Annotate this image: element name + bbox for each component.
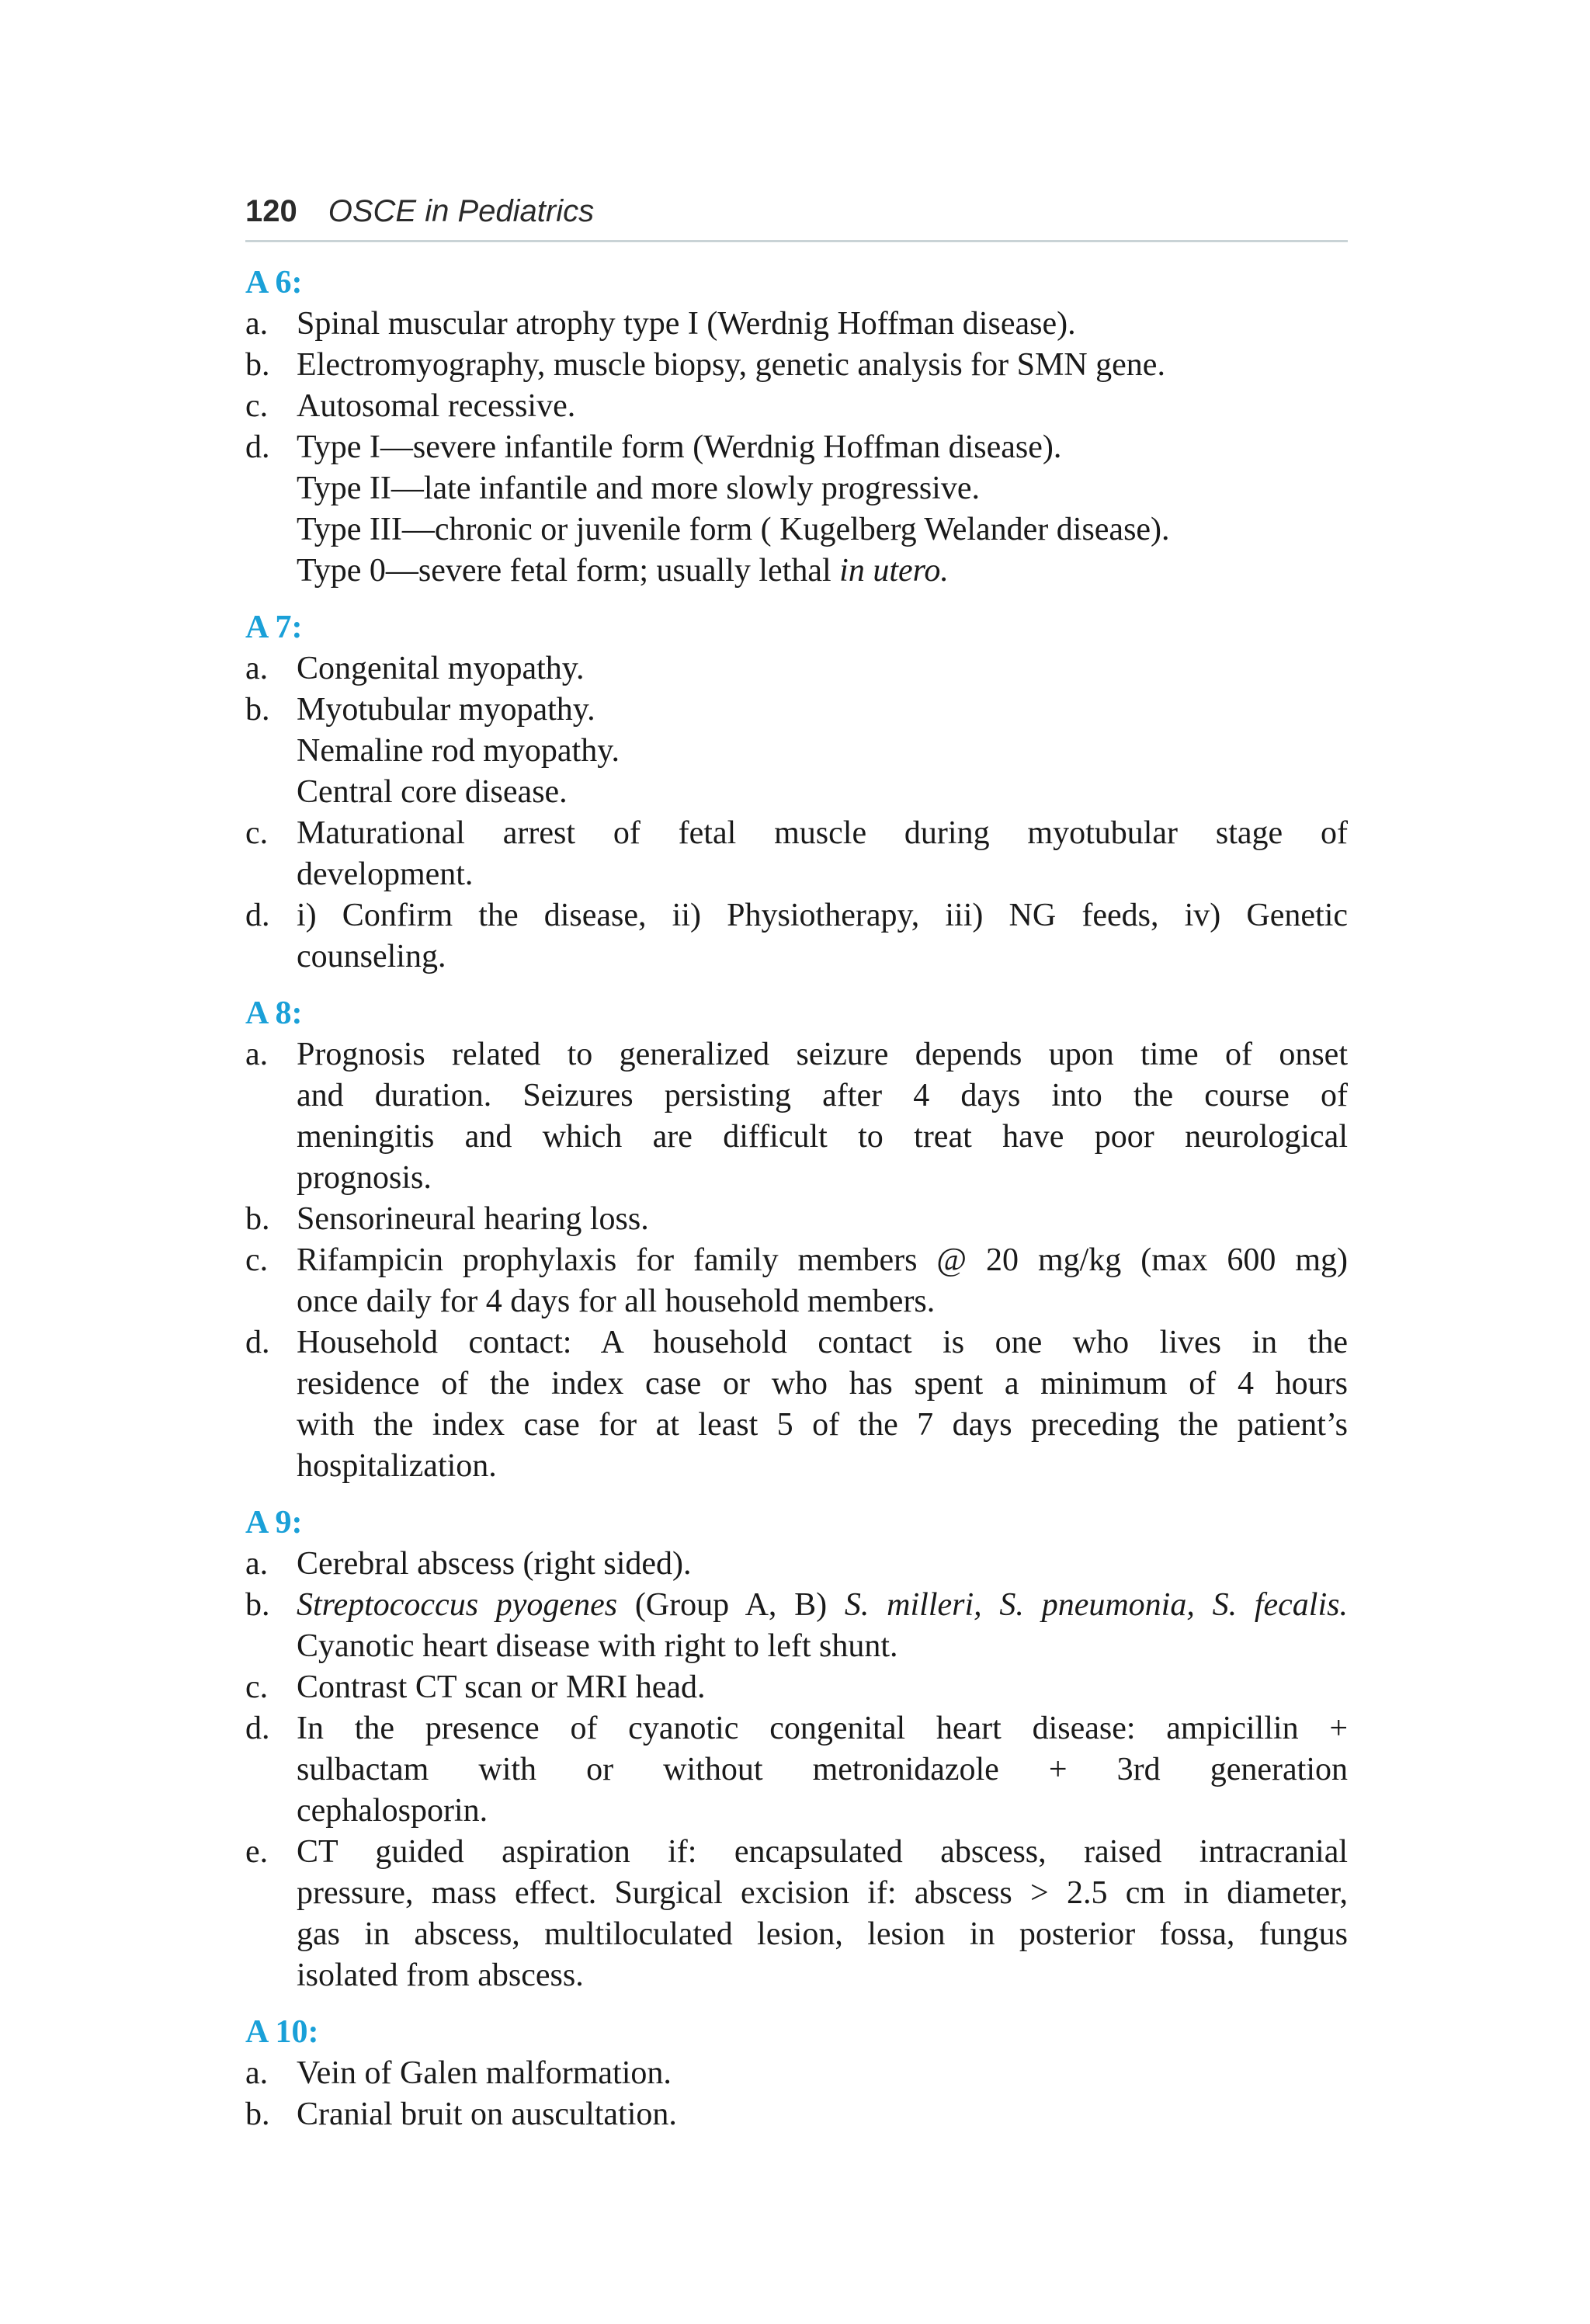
item-text-italic: in utero.	[839, 553, 949, 589]
book-title: OSCE in Pediatrics	[328, 194, 595, 228]
item-text: Spinal muscular atrophy type I (Werdnig Hoffman disease).	[297, 306, 1076, 342]
answer-item	[245, 2094, 1348, 2135]
item-text: Cyanotic heart disease with right to left shunt.	[297, 1628, 898, 1664]
item-text: Rifampicin prophylaxis for family members @ 20 mg/kg (max 600 mg)	[297, 1242, 1348, 1278]
answers-list	[245, 262, 1348, 2135]
answer-item	[245, 427, 1348, 592]
item-text: Type III—chronic or juvenile form ( Kugelberg Welander disease).	[297, 512, 1170, 547]
item-letter: d.	[245, 429, 270, 465]
item-letter: b.	[245, 1201, 270, 1237]
page-number: 120	[245, 194, 297, 228]
answer-item	[245, 1240, 1348, 1322]
item-letter: a.	[245, 2055, 269, 2091]
item-text: Sensorineural hearing loss.	[297, 1201, 649, 1237]
item-text: hospitalization.	[297, 1448, 497, 1484]
book-page	[245, 194, 1348, 2151]
item-letter: d.	[245, 898, 270, 933]
answer-7	[245, 607, 1348, 978]
item-text: CT guided aspiration if: encapsulated abscess, raised intracranial	[297, 1834, 1348, 1870]
item-text: Cerebral abscess (right sided).	[297, 1546, 692, 1582]
answer-item	[245, 1708, 1348, 1832]
item-letter: a.	[245, 1037, 269, 1072]
answer-item	[245, 1832, 1348, 1996]
answer-item	[245, 2053, 1348, 2094]
item-text: cephalosporin.	[297, 1793, 488, 1829]
item-text: Cranial bruit on auscultation.	[297, 2096, 677, 2132]
answer-6	[245, 262, 1348, 592]
item-text: isolated from abscess.	[297, 1958, 584, 1993]
answer-item	[245, 386, 1348, 427]
answer-item	[245, 345, 1348, 386]
answer-item	[245, 304, 1348, 345]
answer-item	[245, 1667, 1348, 1708]
answer-item	[245, 1199, 1348, 1240]
item-text-italic: Streptococcus pyogenes	[297, 1587, 618, 1623]
answer-8	[245, 993, 1348, 1487]
item-letter: a.	[245, 651, 269, 686]
item-text: Central core disease.	[297, 774, 568, 810]
answer-item	[245, 690, 1348, 813]
item-letter: c.	[245, 815, 269, 851]
item-text: Maturational arrest of fetal muscle during myotubular stage of	[297, 815, 1348, 851]
answer-item	[245, 1322, 1348, 1487]
item-letter: c.	[245, 1669, 269, 1705]
item-text: Type I—severe infantile form (Werdnig Hoffman disease).	[297, 429, 1062, 465]
answer-heading: A 8:	[245, 995, 303, 1031]
item-letter: d.	[245, 1711, 270, 1746]
item-text: residence of the index case or who has spent a minimum of 4 hours	[297, 1366, 1348, 1402]
item-letter: a.	[245, 1546, 269, 1582]
item-letter: b.	[245, 347, 270, 383]
item-text: Type II—late infantile and more slowly progressive.	[297, 471, 980, 506]
item-letter: a.	[245, 306, 269, 342]
item-letter: d.	[245, 1325, 270, 1360]
item-text-normal: Type 0—severe fetal form; usually lethal	[297, 553, 840, 589]
item-letter: b.	[245, 2096, 270, 2132]
answer-10	[245, 2012, 1348, 2135]
item-letter: c.	[245, 388, 269, 424]
answer-item	[245, 648, 1348, 690]
item-text: In the presence of cyanotic congenital heart disease: ampicillin +	[297, 1711, 1348, 1746]
answer-item	[245, 1544, 1348, 1585]
item-text: with the index case for at least 5 of the 7 days preceding the patient’s	[297, 1407, 1348, 1443]
answer-heading: A 9:	[245, 1505, 303, 1541]
item-letter: c.	[245, 1242, 269, 1278]
running-head	[245, 194, 1348, 242]
item-text: and duration. Seizures persisting after 4 days into the course of	[297, 1078, 1348, 1113]
item-text: once daily for 4 days for all household members.	[297, 1284, 936, 1319]
item-text: Nemaline rod myopathy.	[297, 733, 620, 769]
answer-heading: A 10:	[245, 2014, 319, 2050]
answer-heading: A 6:	[245, 265, 303, 300]
item-text: development.	[297, 856, 474, 892]
item-text: i) Confirm the disease, ii) Physiotherapy, iii) NG feeds, iv) Genetic	[297, 898, 1348, 933]
item-text: Prognosis related to generalized seizure depends upon time of onset	[297, 1037, 1348, 1072]
item-text: Household contact: A household contact is one who lives in the	[297, 1325, 1348, 1360]
item-text	[297, 1585, 1348, 1626]
item-letter: b.	[245, 1587, 270, 1623]
item-text-normal: (Group A, B)	[617, 1587, 845, 1623]
item-letter: e.	[245, 1834, 269, 1870]
item-text: meningitis and which are difficult to treat have poor neurological	[297, 1119, 1348, 1155]
item-text: sulbactam with or without metronidazole + 3rd generation	[297, 1752, 1348, 1787]
item-text: pressure, mass effect. Surgical excision if: abscess > 2.5 cm in diameter,	[297, 1875, 1348, 1911]
item-text: Electromyography, muscle biopsy, genetic analysis for SMN gene.	[297, 347, 1165, 383]
item-text: counseling.	[297, 939, 446, 974]
item-text: Contrast CT scan or MRI head.	[297, 1669, 706, 1705]
answer-item	[245, 1585, 1348, 1667]
answer-9	[245, 1502, 1348, 1996]
item-text: gas in abscess, multiloculated lesion, lesion in posterior fossa, fungus	[297, 1916, 1348, 1952]
answer-item	[245, 1034, 1348, 1199]
item-text: Myotubular myopathy.	[297, 692, 595, 728]
answer-item	[245, 895, 1348, 978]
item-letter: b.	[245, 692, 270, 728]
item-text: Autosomal recessive.	[297, 388, 576, 424]
item-text: prognosis.	[297, 1160, 432, 1196]
item-text: Congenital myopathy.	[297, 651, 585, 686]
item-text	[297, 551, 1348, 592]
item-text: Vein of Galen malformation.	[297, 2055, 672, 2091]
answer-heading: A 7:	[245, 610, 303, 645]
item-text-italic: S. milleri, S. pneumonia, S. fecalis.	[844, 1587, 1348, 1623]
answer-item	[245, 813, 1348, 895]
